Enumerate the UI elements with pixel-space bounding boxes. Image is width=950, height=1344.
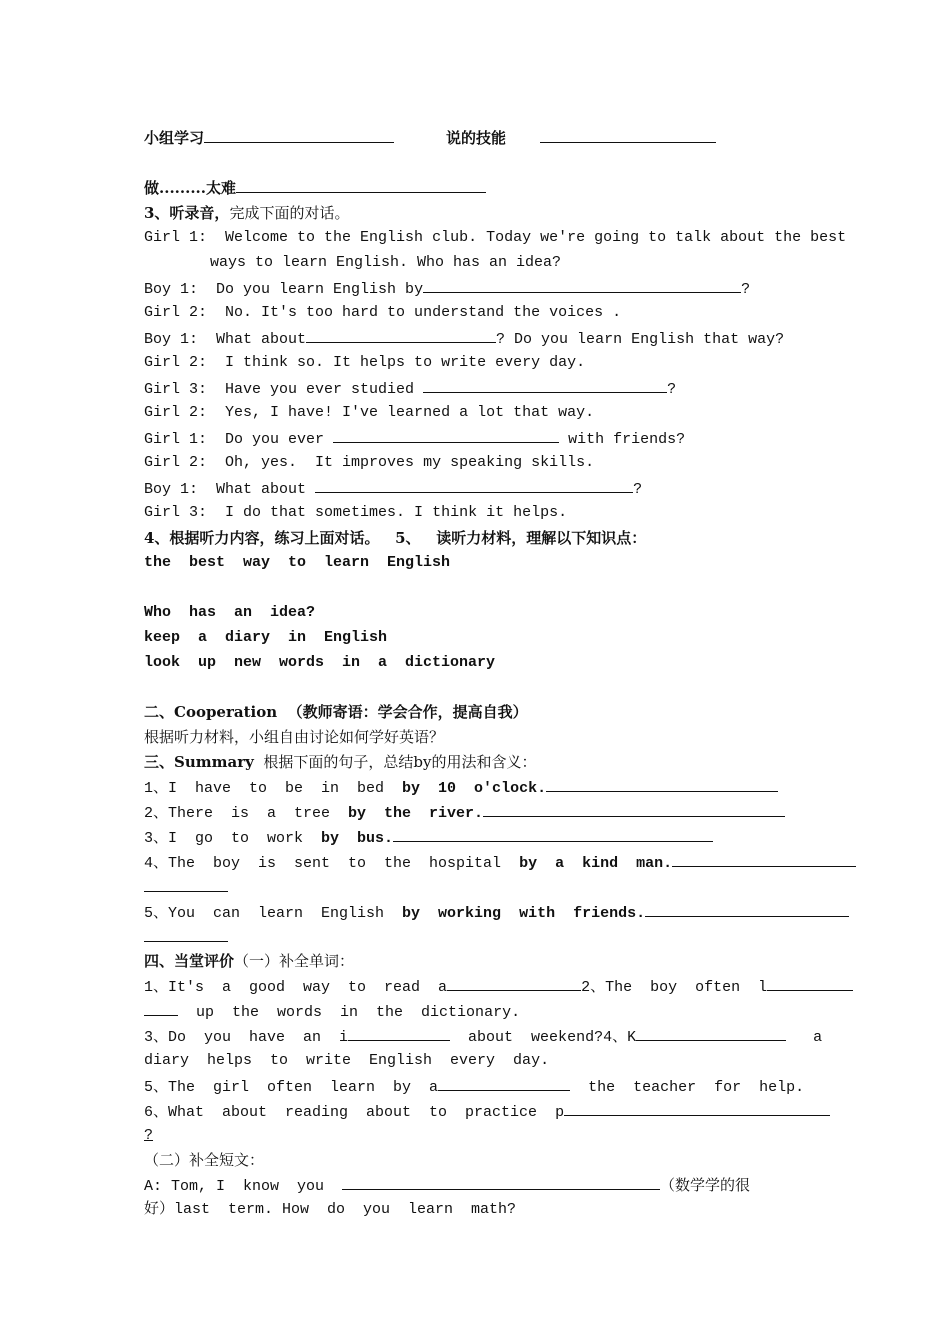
speaker: Boy 1: (144, 331, 199, 348)
dialogue-text: What about (216, 481, 316, 498)
speaking-skill-label: 说的技能 (446, 129, 507, 147)
section-4-5-heading: 4、根据听力内容，练习上面对话。 5、 读听力材料，理解以下知识点： (144, 529, 647, 547)
summary-item-cont (144, 927, 228, 947)
answer-blank[interactable] (447, 976, 581, 991)
phrase-line: Who has an idea? (144, 604, 316, 621)
evaluation-text: about weekend?4、K (468, 1029, 637, 1046)
speaker: Girl 2: (144, 304, 208, 321)
group-study-blank[interactable] (204, 128, 394, 143)
evaluation-line (144, 1076, 804, 1098)
evaluation-text: 5、The girl often learn by a (144, 1079, 439, 1096)
evaluation-text: 2、The boy often l (581, 979, 768, 996)
answer-blank[interactable] (423, 278, 741, 293)
dialogue-text: Oh, yes. It improves my speaking skills. (225, 454, 595, 471)
evaluation-text: the teacher for help. (588, 1079, 805, 1096)
evaluation-line (144, 1101, 830, 1123)
summary-instruction: 根据下面的句子，总结by的用法和含义： (263, 753, 537, 771)
evaluation-line (144, 976, 853, 998)
evaluation-part1-label: （一）补全单词： (234, 952, 355, 970)
dialogue-text: ways to learn English. Who has an idea? (210, 254, 562, 271)
section-3-heading (144, 203, 349, 223)
summary-item-cont (144, 877, 228, 897)
evaluation-text: A: Tom, I know you (144, 1178, 343, 1195)
dialogue-text: ? (633, 481, 643, 498)
dialogue-text: ? (741, 281, 751, 298)
summary-item (144, 852, 856, 874)
evaluation-text: a (813, 1029, 823, 1046)
evaluation-text: （数学学的很 (660, 1178, 751, 1195)
summary-item (144, 902, 849, 924)
answer-blank[interactable] (144, 877, 228, 892)
dialogue-text: with friends? (559, 431, 686, 448)
summary-heading (144, 752, 536, 772)
evaluation-text: 6、What about reading about to practice p (144, 1104, 565, 1121)
speaker: Girl 1: (144, 431, 208, 448)
speaker: Girl 2: (144, 454, 208, 471)
evaluation-text: 1、It's a good way to read a (144, 979, 448, 996)
dialogue-line (144, 403, 594, 423)
answer-blank[interactable] (348, 1026, 450, 1041)
dialogue-line (144, 228, 846, 248)
summary-item (144, 802, 785, 824)
too-hard-label: 做.........太难 (144, 179, 236, 197)
dialogue-line (144, 353, 585, 373)
answer-blank[interactable] (144, 1001, 178, 1016)
dialogue-line (144, 328, 784, 350)
summary-item (144, 827, 713, 849)
answer-blank[interactable] (144, 927, 228, 942)
answer-blank[interactable] (438, 1076, 570, 1091)
dialogue-line (144, 478, 642, 500)
dialogue-line (144, 253, 561, 273)
dialogue-text: Do you ever (225, 431, 334, 448)
speaking-skill-blank[interactable] (540, 128, 716, 143)
evaluation-text: 3、Do you have an i (144, 1029, 349, 1046)
dialogue-text: No. It's too hard to understand the voices . (225, 304, 622, 321)
answer-blank[interactable] (342, 1175, 660, 1190)
dialogue-line (144, 453, 594, 473)
evaluation-heading (144, 951, 354, 971)
evaluation-title: 四、当堂评价 (144, 952, 235, 970)
evaluation-line (144, 1001, 520, 1023)
phrase-line: the best way to learn English (144, 554, 451, 571)
answer-blank[interactable] (423, 378, 667, 393)
evaluation-part2-label: （二）补全短文： (144, 1151, 265, 1169)
summary-text: 2、There is a tree (144, 805, 349, 822)
cooperation-text: 根据听力材料，小组自由讨论如何学好英语？ (144, 728, 445, 746)
answer-blank[interactable] (672, 852, 856, 867)
answer-blank[interactable] (315, 478, 633, 493)
cooperation-heading: 二、Cooperation （教师寄语：学会合作，提高自我） (144, 703, 528, 721)
summary-title: 三、Summary (144, 753, 254, 771)
phrase-line: keep a diary in English (144, 629, 388, 646)
dialogue-text: ? (667, 381, 677, 398)
evaluation-text: up the words in the dictionary. (196, 1004, 521, 1021)
summary-keyword: by a kind man. (519, 855, 673, 872)
answer-blank[interactable] (767, 976, 853, 991)
phrase-line: look up new words in a dictionary (144, 654, 496, 671)
dialogue-line (144, 278, 750, 300)
answer-blank[interactable] (393, 827, 713, 842)
dialogue-text: I think so. It helps to write every day. (225, 354, 586, 371)
speaker: Girl 2: (144, 354, 208, 371)
summary-keyword: by 10 o'clock. (402, 780, 547, 797)
summary-text: 4、The boy is sent to the hospital (144, 855, 520, 872)
answer-blank[interactable] (564, 1101, 830, 1116)
speaker: Boy 1: (144, 281, 199, 298)
answer-blank[interactable] (546, 777, 778, 792)
header-line (144, 128, 716, 148)
evaluation-line: ? (144, 1127, 154, 1144)
section-3-instruction: 完成下面的对话。 (229, 204, 350, 222)
dialogue-line (144, 428, 685, 450)
speaker: Girl 3: (144, 504, 208, 521)
answer-blank[interactable] (333, 428, 559, 443)
dialogue-text: ? Do you learn English that way? (496, 331, 785, 348)
speaker: Girl 2: (144, 404, 208, 421)
group-study-label: 小组学习 (144, 129, 205, 147)
speaker: Girl 1: (144, 229, 208, 246)
evaluation-line (144, 1026, 822, 1048)
summary-keyword: by working with friends. (402, 905, 646, 922)
speaker: Girl 3: (144, 381, 208, 398)
answer-blank[interactable] (483, 802, 785, 817)
dialogue-text: What about (216, 331, 307, 348)
summary-item (144, 777, 778, 799)
evaluation-line: 好）last term. How do you learn math? (144, 1201, 517, 1218)
section-3-title: 3、听录音， (144, 204, 230, 222)
dialogue-line (144, 503, 567, 523)
dialogue-text: Have you ever studied (225, 381, 424, 398)
speaker: Boy 1: (144, 481, 199, 498)
summary-keyword: by bus. (321, 830, 394, 847)
summary-text: 3、I go to work (144, 830, 322, 847)
too-hard-line (144, 178, 486, 198)
dialogue-text: Yes, I have! I've learned a lot that way. (225, 404, 595, 421)
summary-text: 5、You can learn English (144, 905, 403, 922)
answer-blank[interactable] (636, 1026, 786, 1041)
dialogue-line (144, 303, 621, 323)
answer-blank[interactable] (306, 328, 496, 343)
answer-blank[interactable] (645, 902, 849, 917)
dialogue-text: Do you learn English by (216, 281, 424, 298)
summary-keyword: by the river. (348, 805, 484, 822)
dialogue-text: I do that sometimes. I think it helps. (225, 504, 568, 521)
evaluation-line: diary helps to write English every day. (144, 1052, 550, 1069)
too-hard-blank[interactable] (236, 178, 486, 193)
evaluation-line (144, 1175, 750, 1197)
dialogue-line (144, 378, 676, 400)
dialogue-text: Welcome to the English club. Today we're going to talk about the best (225, 229, 847, 246)
summary-text: 1、I have to be in bed (144, 780, 403, 797)
